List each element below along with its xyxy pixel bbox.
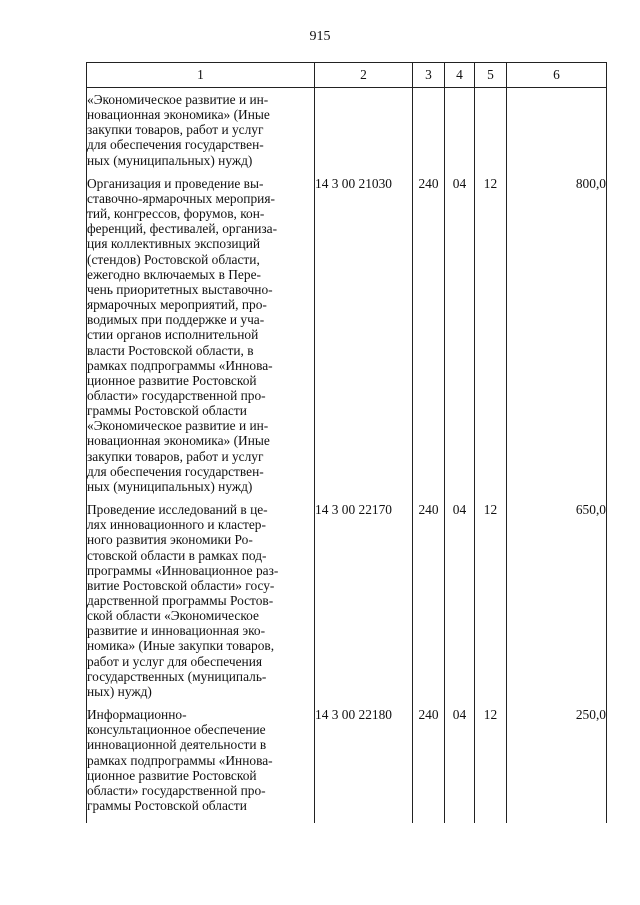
table-row [87, 707, 607, 813]
row-expense-type [413, 88, 445, 168]
row-name: Организация и проведение вы- ставочно-ярмарочных мероприя- тий, конгрессов, форумов, кон- ференций, фестивалей, организа- ция коллективных экспозиций (стендов) Ростовской области, ежегодно включаемых в Пере- чень приоритетных выставочно- ярмарочных мероприятий, про- водимых при поддержке и уча- стии органов исполнительной власти Ростовской области, в рамках подпрограммы «Иннова- ционное развитие Ростовской области» государственной про- граммы Ростовской области «Экономическое развитие и ин- новационная экономика» (Иные закупки товаров, работ и услуг для обеспечения государствен- ных (муниципальных) нужд) [87, 175, 278, 494]
row-expense-type: 240 [413, 502, 445, 699]
row-target-article: 14 3 00 22170 [315, 502, 413, 699]
row-subsection: 12 [475, 502, 507, 699]
row-expense-type: 240 [413, 176, 445, 494]
row-expense-type: 240 [413, 707, 445, 813]
row-name: «Экономическое развитие и ин- новационная экономика» (Иные закупки товаров, работ и услуг для обеспечения государствен- ных (муниципальных) нужд) [87, 92, 270, 168]
row-name: Проведение исследований в це- лях инновационного и кластер- ного развития экономики Ро- стовской области в рамках под- программы «Инновационное раз- витие Ростовской области» госу- дарственной программы Ростов- ской области «Экономическое развитие и инновационная эко- номика» (Иные закупки товаров, работ и услуг для обеспечения государственных (муниципаль- ных) нужд) [87, 502, 279, 699]
row-section [445, 88, 475, 168]
column-header-section: 4 [445, 63, 475, 88]
row-amount: 800,0 [507, 176, 607, 494]
column-header-amount: 6 [507, 63, 607, 88]
table-header-row [87, 63, 607, 88]
row-section: 04 [445, 176, 475, 494]
column-header-expense-type: 3 [413, 63, 445, 88]
budget-table [86, 62, 607, 823]
row-target-article [315, 88, 413, 168]
row-amount [507, 88, 607, 168]
row-amount: 650,0 [507, 502, 607, 699]
row-subsection: 12 [475, 176, 507, 494]
row-target-article: 14 3 00 22180 [315, 707, 413, 813]
page-number: 915 [309, 29, 331, 44]
row-subsection [475, 88, 507, 168]
table-row [87, 176, 607, 494]
row-section: 04 [445, 502, 475, 699]
row-amount: 250,0 [507, 707, 607, 813]
row-name: Информационно- консультационное обеспечение инновационной деятельности в рамках подпрограммы «Иннова- ционное развитие Ростовской области» государственной про- граммы Ростовской области [87, 707, 273, 814]
column-header-target-article: 2 [315, 63, 413, 88]
row-subsection: 12 [475, 707, 507, 813]
row-section: 04 [445, 707, 475, 813]
table-row [87, 88, 607, 168]
column-header-subsection: 5 [475, 63, 507, 88]
column-header-name: 1 [87, 63, 315, 88]
row-target-article: 14 3 00 21030 [315, 176, 413, 494]
table-row [87, 502, 607, 699]
